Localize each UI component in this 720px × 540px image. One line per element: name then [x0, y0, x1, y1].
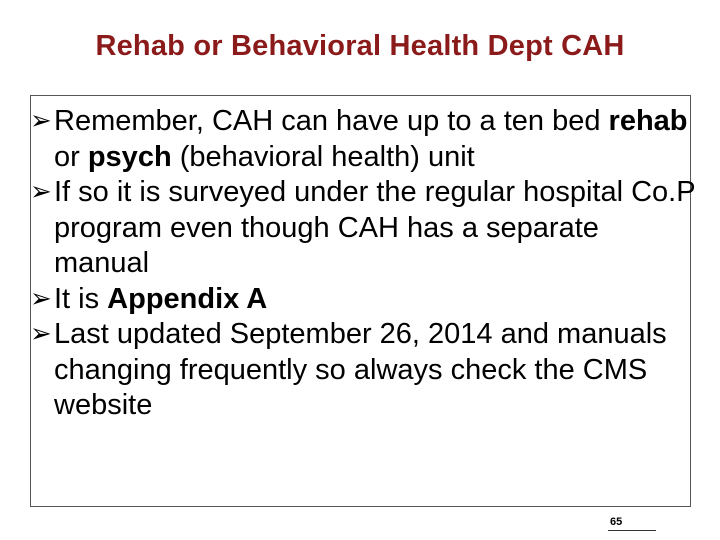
bullet-list [30, 104, 700, 424]
bullet-text: Remember, CAH can have up to a ten bed [54, 105, 609, 137]
bullet-text: If so it is surveyed under the regular hospital Co.P program even though CAH has a separate manual [54, 176, 696, 279]
arrow-right-icon: ➢ [30, 319, 52, 349]
arrow-right-icon: ➢ [30, 177, 52, 207]
bullet-item [30, 175, 700, 282]
page-number-underline [608, 530, 656, 531]
bullet-item [30, 104, 700, 175]
bullet-text: (behavioral health) unit [171, 140, 475, 173]
bullet-text: Last updated September 26, 2014 and manuals changing frequently so always check the CMS website [54, 318, 667, 421]
slide-title: Rehab or Behavioral Health Dept CAH [95, 30, 625, 62]
arrow-right-icon: ➢ [30, 106, 52, 136]
arrow-right-icon: ➢ [30, 283, 52, 314]
bold-term: psych [87, 140, 172, 173]
bullet-item [30, 282, 700, 318]
bold-term: Appendix A [107, 282, 268, 315]
bullet-text: or [54, 140, 88, 173]
bullet-item [30, 317, 700, 424]
bullet-text: It is [54, 282, 108, 315]
page-number: 65 [610, 516, 623, 528]
bold-term: rehab [608, 105, 688, 137]
